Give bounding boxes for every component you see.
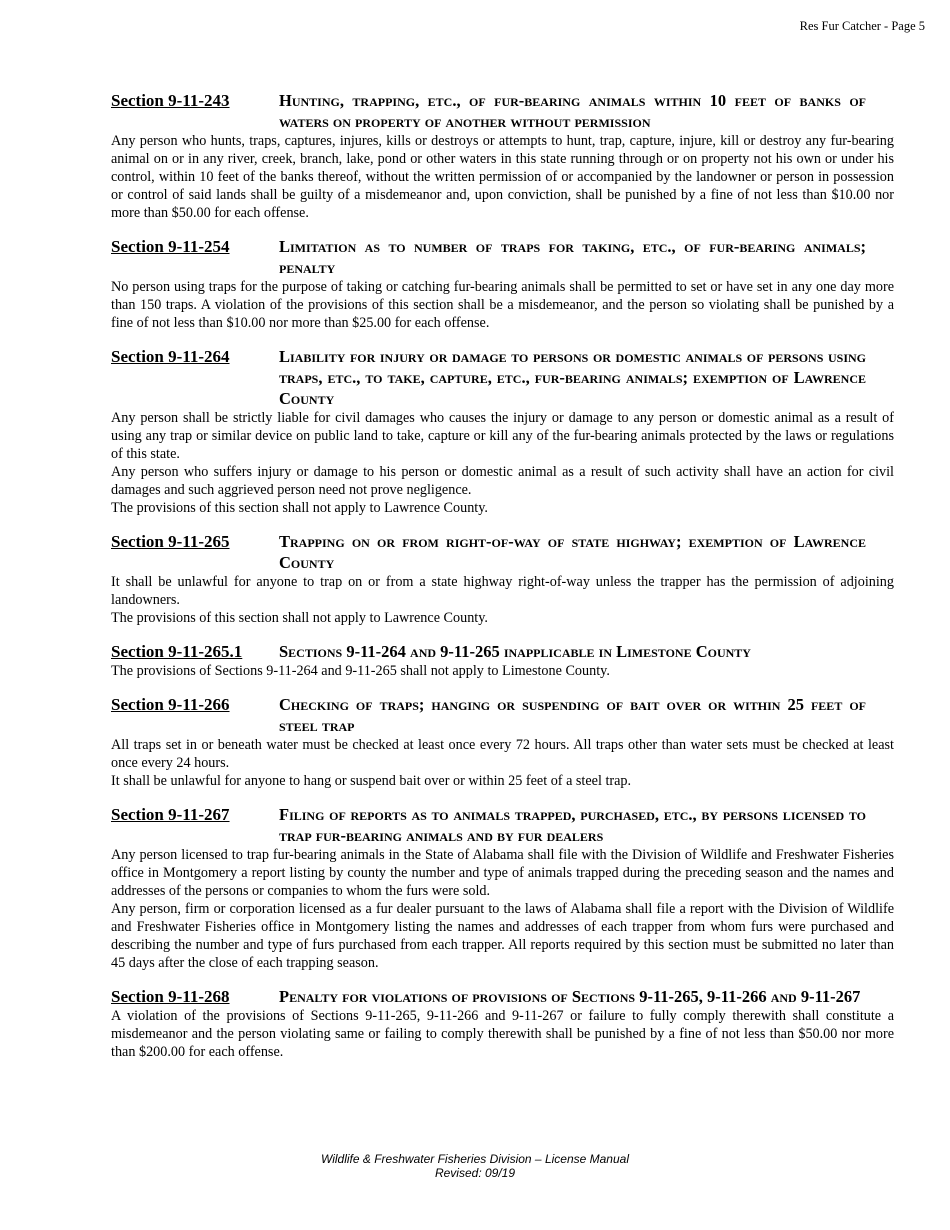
section-9-11-268 <box>111 986 894 1061</box>
section-number: Section 9-11-243 <box>111 91 230 110</box>
section-paragraph: The provisions of this section shall not apply to Lawrence County. <box>111 500 488 516</box>
section-heading <box>111 694 894 736</box>
section-title: Hunting, trapping, etc., of fur-bearing animals within 10 feet of banks of waters on property of another without permission <box>279 91 866 131</box>
section-body <box>111 736 894 790</box>
document-body <box>111 90 894 1075</box>
section-paragraph: Any person licensed to trap fur-bearing animals in the State of Alabama shall file with the Division of Wildlife and Freshwater Fisheries office in Montgomery a report listing by county the number and type of animals trapped during the preceding season and the names and addresses of the persons or companies to whom the furs were sold. <box>111 847 894 899</box>
section-title: Trapping on or from right-of-way of state highway; exemption of Lawrence County <box>279 532 866 572</box>
section-body <box>111 846 894 972</box>
section-title: Checking of traps; hanging or suspending of bait over or within 25 feet of steel trap <box>279 695 866 735</box>
section-title: Filing of reports as to animals trapped, purchased, etc., by persons licensed to trap fur-bearing animals and by fur dealers <box>279 805 866 845</box>
section-9-11-267 <box>111 804 894 972</box>
footer-manual-title: Wildlife & Freshwater Fisheries Division – License Manual <box>320 1152 629 1166</box>
section-body <box>111 409 894 517</box>
section-number: Section 9-11-266 <box>111 695 230 714</box>
section-paragraph: Any person, firm or corporation licensed as a fur dealer pursuant to the laws of Alabama shall file a report with the Division of Wildlife and Freshwater Fisheries office in Montgomery listing the names and addresses of each trapper from whom furs were purchased and describing the number and type of furs purchased from each trapper. All reports required by this section must be submitted no later than 45 days after the close of each trapping season. <box>111 901 894 971</box>
section-9-11-266 <box>111 694 894 790</box>
section-number: Section 9-11-267 <box>111 805 230 824</box>
section-paragraph: The provisions of this section shall not apply to Lawrence County. <box>111 610 488 626</box>
section-heading <box>111 986 894 1007</box>
section-title: Liability for injury or damage to persons or domestic animals of persons using traps, etc., to take, capture, etc., fur-bearing animals; exemption of Lawrence County <box>279 347 866 408</box>
section-9-11-243 <box>111 90 894 222</box>
section-number: Section 9-11-265.1 <box>111 642 243 661</box>
section-body <box>111 1007 894 1061</box>
section-paragraph: No person using traps for the purpose of taking or catching fur-bearing animals shall be permitted to set or have set in any one day more than 150 traps. A violation of the provisions of this section shall be a misdemeanor, and the person so violating shall be punished by a fine of not less than $10.00 nor more than $25.00 for each offense. <box>111 279 894 331</box>
section-paragraph: It shall be unlawful for anyone to hang or suspend bait over or within 25 feet of a steel trap. <box>111 773 632 789</box>
section-paragraph: All traps set in or beneath water must be checked at least once every 72 hours. All traps other than water sets must be checked at least once every 24 hours. <box>111 737 894 771</box>
section-paragraph: The provisions of Sections 9-11-264 and 9-11-265 shall not apply to Limestone County. <box>111 663 610 679</box>
section-paragraph: Any person who hunts, traps, captures, injures, kills or destroys or attempts to hunt, trap, capture, injure, kill or destroy any fur-bearing animal on or in any river, creek, branch, lake, pond or other waters in this state running through or on property not his own or under his control, within 10 feet of the banks thereof, without the written permission of or accompanied by the landowner or person in possession or control of said lands shall be guilty of a misdemeanor and, upon conviction, shall be punished by a fine of not less than $10.00 nor more than $50.00 for each offense. <box>111 133 894 221</box>
section-9-11-254 <box>111 236 894 332</box>
footer-revision-date: Revised: 09/19 <box>434 1166 516 1180</box>
section-heading <box>111 804 894 846</box>
section-paragraph: Any person who suffers injury or damage to his person or domestic animal as a result of such activity shall have an action for civil damages and such aggrieved person need not prove negligence. <box>111 464 894 498</box>
section-heading <box>111 90 894 132</box>
section-title: Penalty for violations of provisions of Sections 9-11-265, 9-11-266 and 9-11-267 <box>279 987 861 1006</box>
section-paragraph: Any person shall be strictly liable for civil damages who causes the injury or damage to any person or domestic animal as a result of using any trap or similar device on public land to take, capture or kill any of the fur-bearing animals protected by the laws or regulations of this state. <box>111 410 894 462</box>
page-header: Res Fur Catcher - Page 5 <box>799 19 925 33</box>
section-paragraph: A violation of the provisions of Sections 9-11-265, 9-11-266 and 9-11-267 or failure to fully comply therewith shall constitute a misdemeanor and the person violating same or failing to comply therewith shall be punished by a fine of not less than $50.00 nor more than $200.00 for each offense. <box>111 1008 894 1060</box>
section-number: Section 9-11-268 <box>111 987 230 1006</box>
section-title: Sections 9-11-264 and 9-11-265 inapplicable in Limestone County <box>279 642 751 661</box>
section-number: Section 9-11-265 <box>111 532 230 551</box>
section-number: Section 9-11-254 <box>111 237 230 256</box>
section-9-11-265-1 <box>111 641 894 680</box>
section-body <box>111 278 894 332</box>
section-9-11-265 <box>111 531 894 627</box>
section-heading <box>111 346 894 409</box>
section-9-11-264 <box>111 346 894 517</box>
page-footer <box>0 1152 950 1180</box>
section-number: Section 9-11-264 <box>111 347 230 366</box>
section-heading <box>111 531 894 573</box>
section-heading <box>111 641 894 662</box>
section-title: Limitation as to number of traps for taking, etc., of fur-bearing animals; penalty <box>279 237 866 277</box>
section-body <box>111 662 894 680</box>
section-body <box>111 132 894 222</box>
section-body <box>111 573 894 627</box>
section-heading <box>111 236 894 278</box>
section-paragraph: It shall be unlawful for anyone to trap on or from a state highway right-of-way unless the trapper has the permission of adjoining landowners. <box>111 574 894 608</box>
